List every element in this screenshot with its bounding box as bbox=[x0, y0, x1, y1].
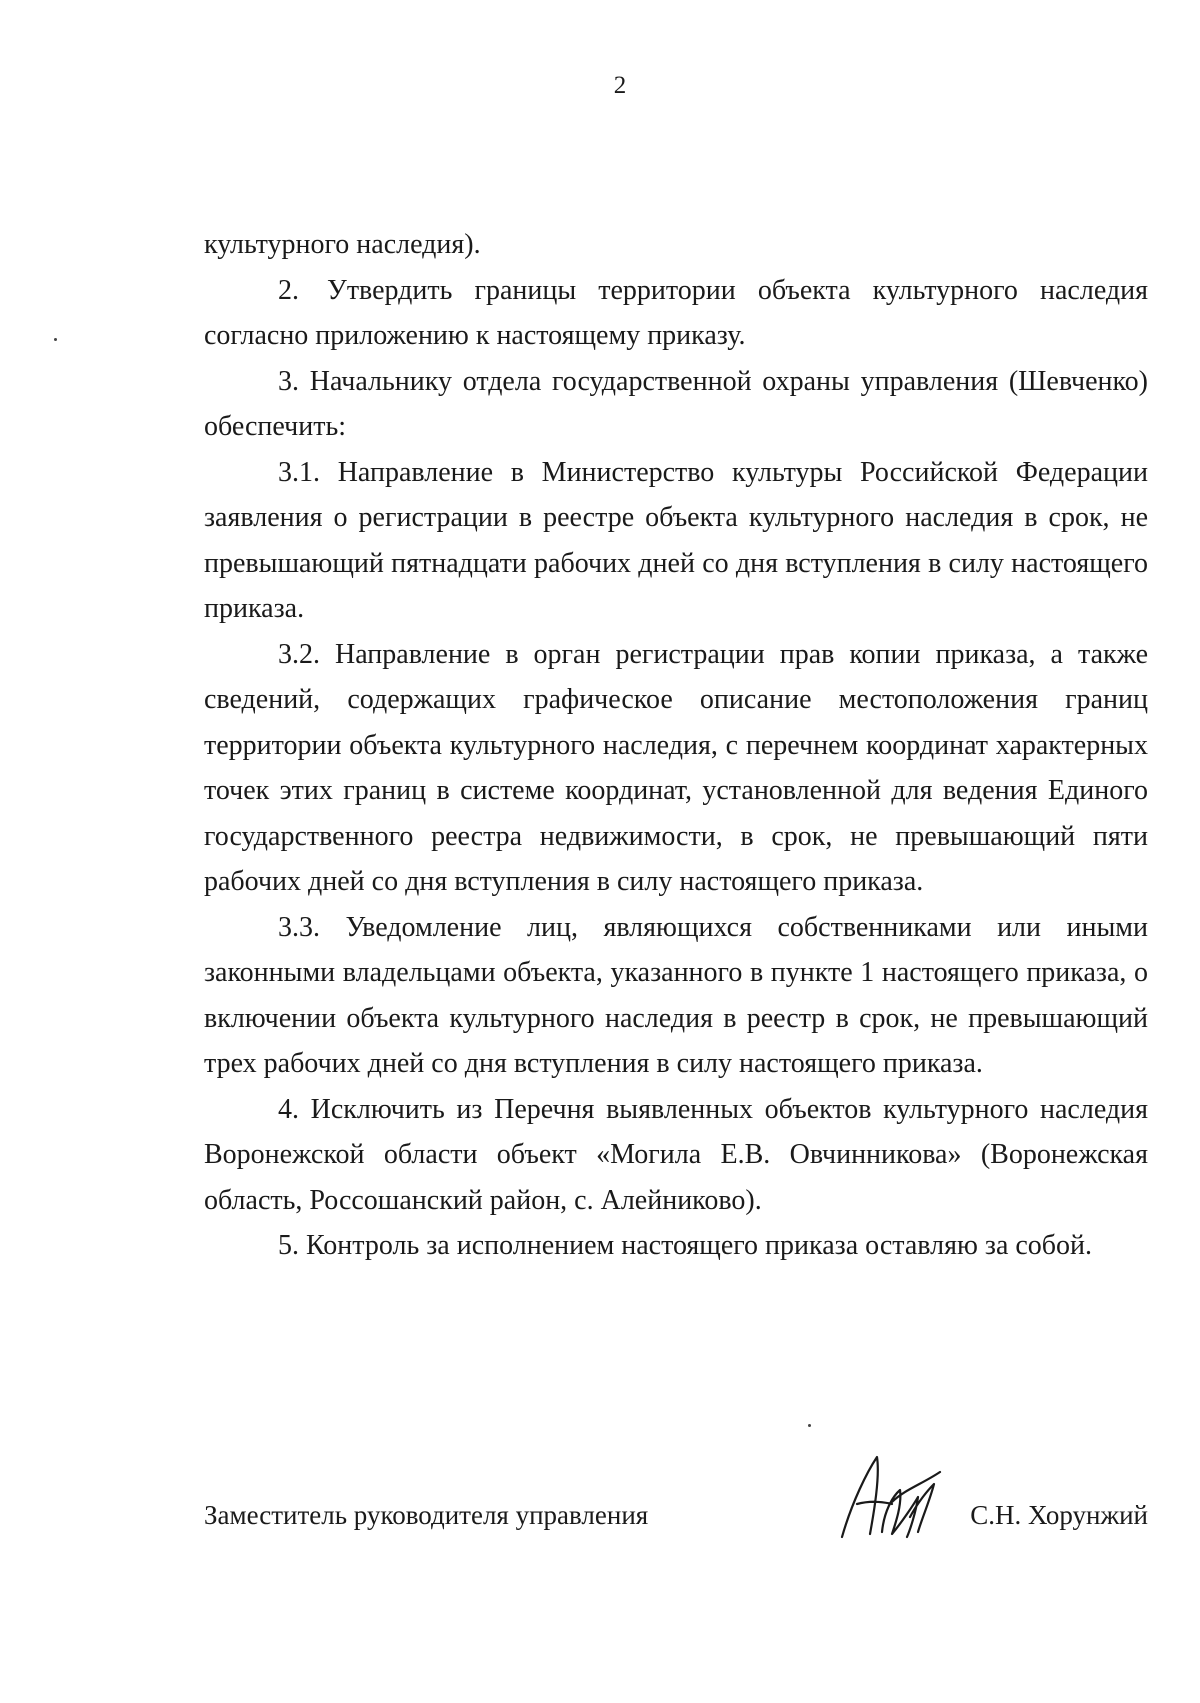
paragraph-3-1: 3.1. Направление в Министерство культуры Российской Федерации заявления о регистрации в реестре объекта культурного наследия в срок, не превышающий пятнадцати рабочих дней со дня вступления в силу настоящего приказа. bbox=[204, 456, 1148, 624]
paragraph-2-text: Утвердить границы территории объекта культурного наследия согласно приложению к настоящему приказу. bbox=[204, 274, 1148, 351]
paragraph-3-2: 3.2. Направление в орган регистрации прав копии приказа, а также сведений, содержащих графическое описание местоположения границ территории объекта культурного наследия, с перечнем координат характерных точек этих границ в системе координат, установленной для ведения Единого государственного реестра недвижимости, в срок, не превышающий пяти рабочих дней со дня вступления в силу настоящего приказа. bbox=[204, 638, 1148, 897]
handwritten-signature bbox=[822, 1442, 952, 1552]
paragraph-4: 4. Исключить из Перечня выявленных объектов культурного наследия Воронежской области объект «Могила Е.В. Овчинникова» (Воронежская область, Россошанский район, с. Алейниково). bbox=[204, 1093, 1148, 1216]
paragraph-2 bbox=[204, 268, 1148, 359]
signatory-position: Заместитель руководителя управления bbox=[204, 1500, 649, 1530]
paragraph-3: 3. Начальнику отдела государственной охраны управления (Шевченко) обеспечить: bbox=[204, 365, 1148, 442]
paragraph-3-3: 3.3. Уведомление лиц, являющихся собственниками или иными законными владельцами объекта, указанного в пункте 1 настоящего приказа, о включении объекта культурного наследия в реестр в срок, не превышающий трех рабочих дней со дня вступления в силу настоящего приказа. bbox=[204, 911, 1148, 1079]
signature-block bbox=[204, 1472, 1148, 1552]
signatory-name: С.Н. Хорунжий bbox=[970, 1500, 1148, 1530]
scan-speck bbox=[54, 338, 57, 341]
paragraph-5: 5. Контроль за исполнением настоящего приказа оставляю за собой. bbox=[278, 1230, 1093, 1261]
scan-speck bbox=[808, 1424, 811, 1427]
paragraph-2-number: 2. bbox=[278, 274, 299, 306]
document-body bbox=[204, 222, 1148, 1269]
paragraph-continuation: культурного наследия). bbox=[204, 229, 481, 260]
page-number: 2 bbox=[613, 72, 627, 99]
